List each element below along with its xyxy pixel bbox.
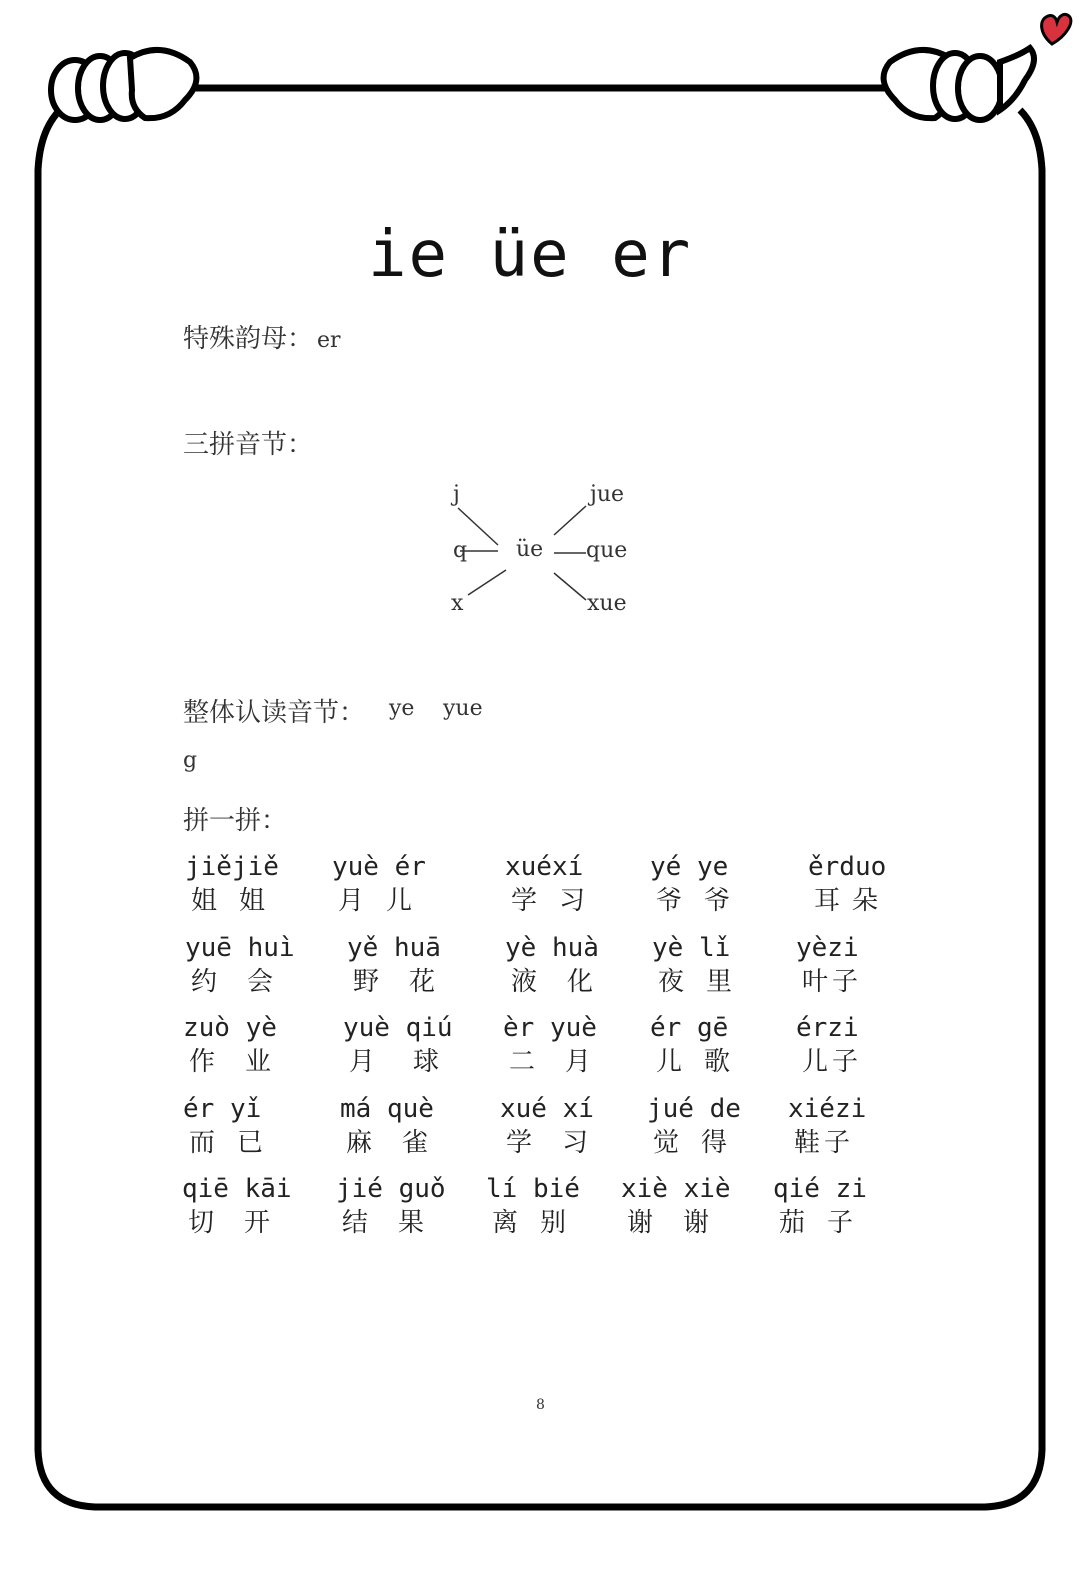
practice-hanzi [653, 1122, 727, 1159]
practice-hanzi-char: 切 [188, 1208, 215, 1238]
practice-pinyin: èr yuè [503, 1013, 597, 1043]
practice-hanzi-char: 朵 [852, 886, 879, 916]
practice-hanzi [794, 1122, 850, 1159]
practice-hanzi-char: 液 [511, 967, 538, 997]
practice-hanzi [342, 1202, 424, 1239]
practice-hanzi-char: 谢 [627, 1208, 654, 1238]
whole-syllable-yue: yue [443, 696, 483, 721]
practice-hanzi [627, 1202, 709, 1239]
practice-hanzi-char: 儿 [802, 1047, 829, 1077]
practice-hanzi [511, 961, 593, 998]
practice-hanzi-char: 得 [701, 1128, 728, 1158]
practice-hanzi-char: 作 [189, 1047, 216, 1077]
practice-pinyin: yuē huì [185, 933, 295, 963]
result-xue: xue [587, 591, 627, 616]
practice-hanzi [189, 1041, 271, 1078]
practice-hanzi-char: 茄 [779, 1208, 806, 1238]
practice-pinyin: jié guǒ [336, 1174, 446, 1204]
heart-icon [1042, 14, 1071, 44]
practice-pinyin: xiézi [788, 1094, 867, 1124]
practice-hanzi-char: 而 [189, 1128, 216, 1158]
practice-pinyin: yé ye [650, 852, 729, 882]
practice-pinyin: xiè xiè [621, 1174, 731, 1204]
practice-hanzi [353, 961, 435, 998]
practice-hanzi-char: 会 [247, 967, 274, 997]
practice-hanzi-char: 麻 [346, 1128, 373, 1158]
practice-hanzi [506, 1122, 588, 1159]
practice-pinyin: jué de [647, 1094, 741, 1124]
whole-syllable-ye: ye [389, 696, 415, 721]
practice-hanzi [338, 880, 412, 917]
practice-hanzi-char: 习 [562, 1128, 589, 1158]
practice-hanzi-char: 已 [237, 1128, 264, 1158]
practice-label: 拼一拼： [183, 806, 288, 836]
practice-pinyin: xué xí [500, 1094, 594, 1124]
special-final-label: 特殊韵母： [183, 324, 314, 354]
practice-hanzi [656, 1041, 730, 1078]
stray-letter: g [183, 748, 198, 773]
special-final-row [183, 318, 341, 355]
practice-hanzi [188, 1202, 270, 1239]
practice-hanzi [658, 961, 732, 998]
practice-hanzi [191, 961, 273, 998]
initial-j: j [453, 482, 460, 507]
right-glove-icon [884, 48, 1034, 120]
practice-pinyin: xuéxí [505, 852, 584, 882]
practice-hanzi-char: 学 [506, 1128, 533, 1158]
practice-hanzi-char: 别 [540, 1208, 567, 1238]
practice-hanzi-char: 子 [832, 1047, 859, 1077]
practice-hanzi-char: 歌 [704, 1047, 731, 1077]
practice-hanzi [779, 1202, 853, 1239]
practice-pinyin: yè huà [505, 933, 599, 963]
practice-hanzi-char: 化 [567, 967, 594, 997]
practice-hanzi-char: 姐 [239, 886, 266, 916]
practice-hanzi-char: 爷 [704, 886, 731, 916]
practice-hanzi-char: 耳 [814, 886, 841, 916]
left-glove-icon [51, 50, 196, 120]
result-jue: jue [590, 482, 625, 507]
practice-hanzi-char: 结 [342, 1208, 369, 1238]
practice-hanzi-char: 鞋 [794, 1128, 821, 1158]
practice-hanzi [656, 880, 730, 917]
triple-syllable-label: 三拼音节： [183, 430, 314, 460]
practice-hanzi-char: 果 [398, 1208, 425, 1238]
practice-hanzi-char: 约 [191, 967, 218, 997]
practice-hanzi-char: 业 [245, 1047, 272, 1077]
practice-hanzi [349, 1041, 439, 1078]
practice-pinyin: ér gē [650, 1013, 729, 1043]
practice-hanzi [492, 1202, 566, 1239]
practice-hanzi [814, 880, 878, 917]
practice-hanzi [511, 880, 585, 917]
practice-hanzi-char: 球 [413, 1047, 440, 1077]
practice-pinyin: qiē kāi [182, 1174, 292, 1204]
practice-hanzi-char: 谢 [683, 1208, 710, 1238]
practice-hanzi-char: 儿 [656, 1047, 683, 1077]
practice-hanzi-char: 爷 [656, 886, 683, 916]
practice-hanzi-char: 儿 [386, 886, 413, 916]
practice-pinyin: yè lǐ [652, 933, 731, 963]
result-que: que [586, 538, 628, 563]
practice-pinyin: qié zi [773, 1174, 867, 1204]
page-title: ie üe er [368, 218, 693, 292]
practice-hanzi-char: 月 [338, 886, 365, 916]
initial-x: x [451, 591, 464, 616]
practice-hanzi-char: 习 [559, 886, 586, 916]
practice-hanzi-char: 二 [509, 1047, 536, 1077]
practice-hanzi-char: 夜 [658, 967, 685, 997]
practice-pinyin: lí bié [486, 1174, 580, 1204]
practice-pinyin: zuò yè [183, 1013, 277, 1043]
practice-pinyin: má què [340, 1094, 434, 1124]
final-ue: üe [516, 537, 544, 562]
practice-pinyin: yuè qiú [343, 1013, 453, 1043]
practice-pinyin: jiějiě [185, 852, 279, 882]
practice-hanzi [346, 1122, 428, 1159]
practice-pinyin: yě huā [347, 933, 441, 963]
practice-hanzi [509, 1041, 591, 1078]
practice-hanzi-char: 花 [409, 967, 436, 997]
practice-hanzi-char: 叶 [802, 967, 829, 997]
practice-pinyin: érzi [796, 1013, 859, 1043]
practice-hanzi-char: 觉 [653, 1128, 680, 1158]
practice-hanzi-char: 野 [353, 967, 380, 997]
practice-hanzi-char: 月 [349, 1047, 376, 1077]
page-number: 8 [536, 1397, 545, 1413]
practice-hanzi-char: 开 [244, 1208, 271, 1238]
practice-hanzi-char: 子 [832, 967, 859, 997]
practice-hanzi-char: 离 [492, 1208, 519, 1238]
practice-pinyin: yèzi [796, 933, 859, 963]
practice-hanzi-char: 子 [827, 1208, 854, 1238]
practice-hanzi [802, 961, 858, 998]
practice-hanzi-char: 姐 [191, 886, 218, 916]
practice-pinyin: yuè ér [332, 852, 426, 882]
practice-hanzi [802, 1041, 858, 1078]
practice-hanzi [189, 1122, 263, 1159]
practice-hanzi-char: 子 [824, 1128, 851, 1158]
practice-hanzi [191, 880, 265, 917]
whole-syllable-label: 整体认读音节： [183, 698, 366, 728]
practice-pinyin: ěrduo [808, 852, 887, 882]
initial-q: q [453, 538, 468, 563]
practice-hanzi-char: 学 [511, 886, 538, 916]
practice-hanzi-char: 雀 [402, 1128, 429, 1158]
special-final-value: er [317, 328, 341, 353]
practice-hanzi-char: 月 [565, 1047, 592, 1077]
practice-hanzi-char: 里 [706, 967, 733, 997]
practice-pinyin: ér yǐ [183, 1094, 262, 1124]
